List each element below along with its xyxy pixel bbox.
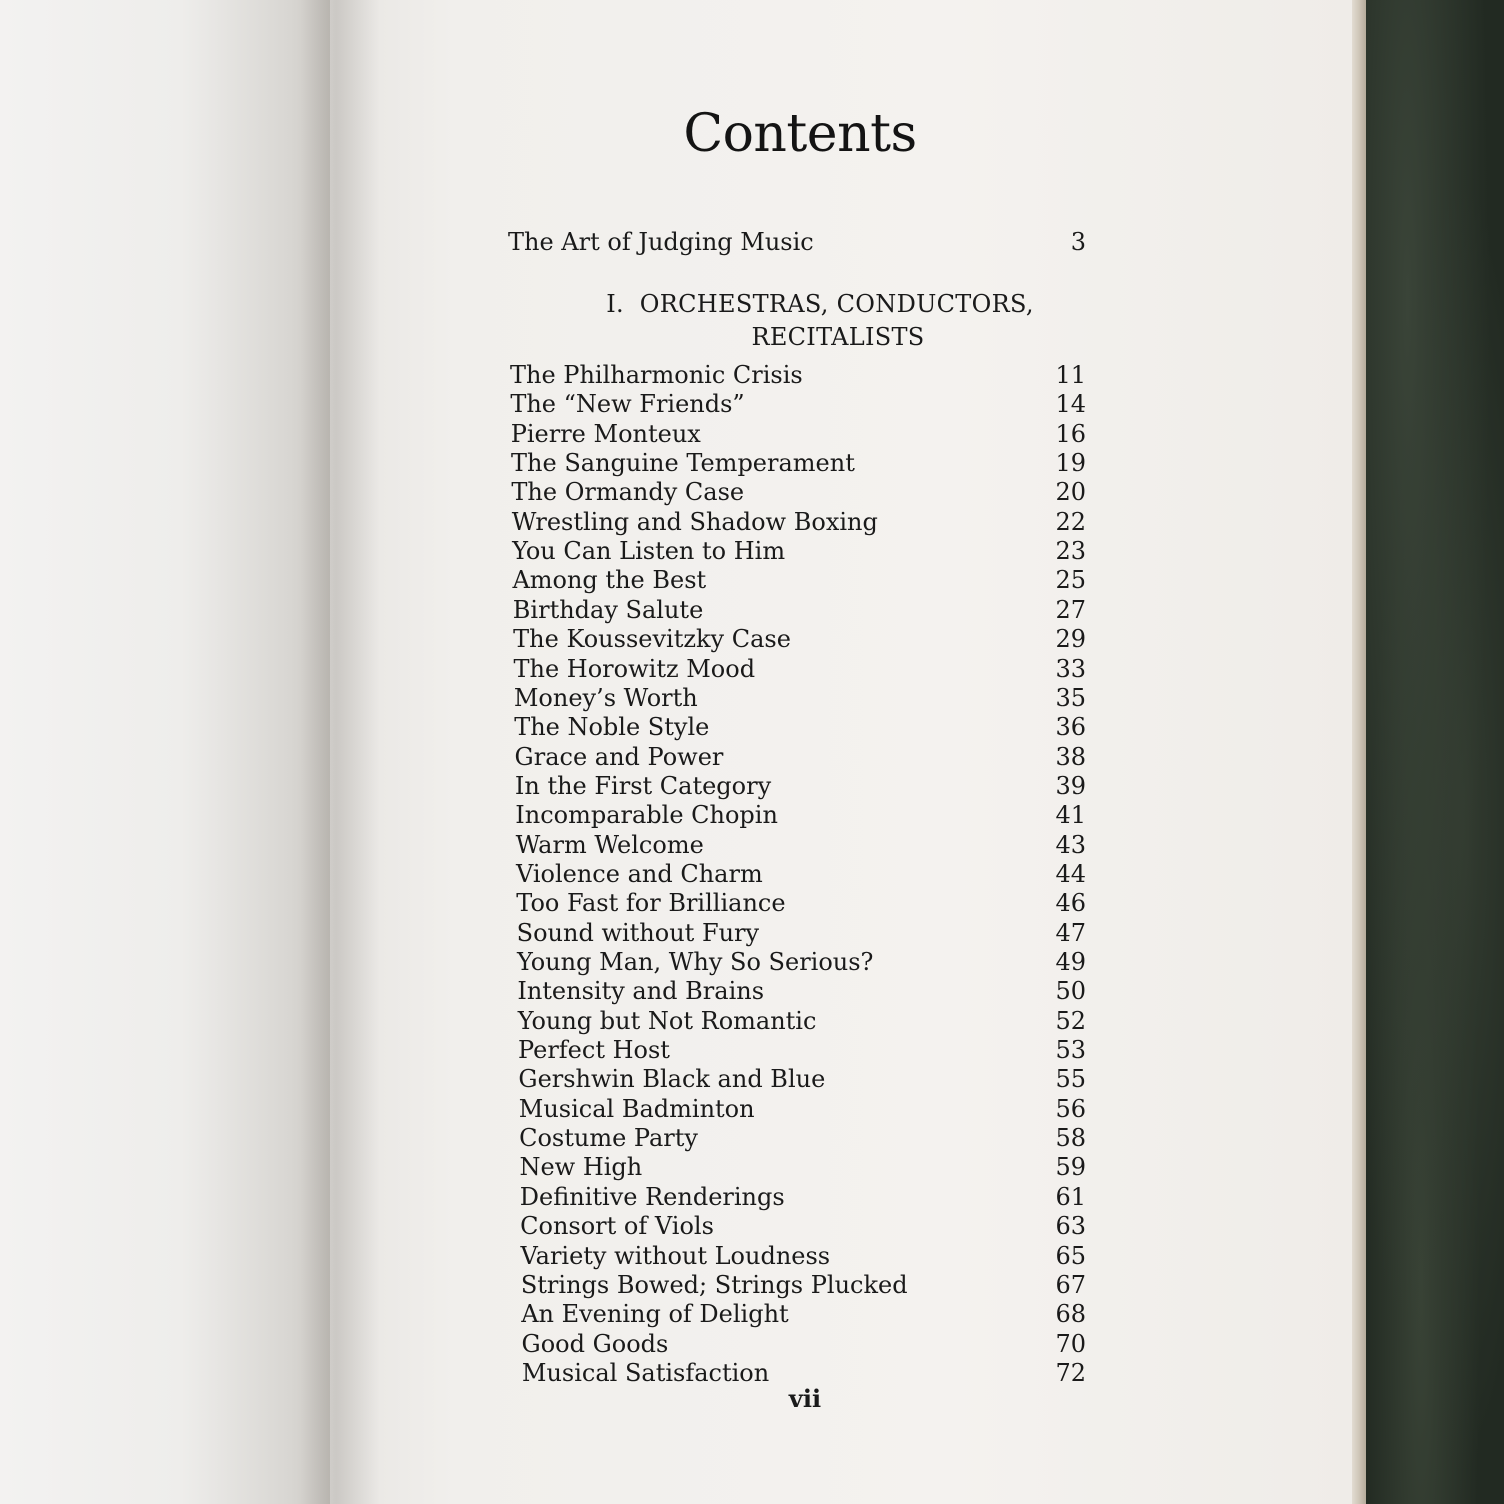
toc-entry: [512, 507, 1086, 537]
toc-entry-page: 55: [1055, 1065, 1086, 1094]
toc-entry: [517, 947, 1086, 977]
toc-entry: [521, 1241, 1087, 1271]
toc-entry-title: Warm Welcome: [515, 830, 704, 859]
toc-entry-page: 36: [1055, 713, 1086, 742]
toc-entry-title: Variety without Loudness: [520, 1241, 831, 1270]
toc-entry-page: 33: [1055, 654, 1086, 683]
section-heading-line1: I. ORCHESTRAS, CONDUCTORS,: [606, 290, 1034, 318]
toc-entry-title: The Philharmonic Crisis: [510, 361, 803, 389]
toc-entry: [511, 477, 1086, 507]
toc-entry-page: 56: [1055, 1094, 1086, 1123]
toc-entry-page: 41: [1055, 801, 1086, 830]
toc-entry-page: 58: [1055, 1124, 1086, 1153]
toc-entry-title: In the First Category: [514, 771, 772, 800]
toc-entry-title: Wrestling and Shadow Boxing: [511, 507, 878, 536]
toc-entry-title: The Sanguine Temperament: [511, 449, 855, 478]
toc-intro-entry: [508, 227, 1086, 257]
toc-entry-page: 38: [1055, 742, 1086, 771]
toc-entry-page: 11: [1055, 361, 1086, 389]
toc-entry: [516, 888, 1086, 918]
toc-entry-page: 61: [1055, 1182, 1086, 1211]
toc-entry-title: The Ormandy Case: [511, 478, 745, 507]
toc-entry-page: 25: [1055, 566, 1086, 595]
toc-entry-page: 50: [1055, 977, 1086, 1006]
toc-entry: [518, 1064, 1086, 1094]
toc-entry: [511, 448, 1086, 478]
toc-entry-page: 39: [1055, 771, 1086, 800]
toc-entry-page: 47: [1055, 918, 1086, 947]
toc-entry-title: Definitive Renderings: [519, 1182, 785, 1211]
toc-entry-page: 68: [1055, 1300, 1086, 1329]
toc-entry: [519, 1152, 1086, 1182]
toc-entry: [511, 419, 1086, 449]
toc-entry-title: Too Fast for Brilliance: [516, 889, 786, 918]
toc-entry: [514, 654, 1087, 684]
toc-entry-page: 14: [1055, 390, 1086, 419]
toc-entry: [516, 859, 1086, 889]
toc-entry-title: Young Man, Why So Serious?: [517, 948, 874, 976]
toc-entry-page: 46: [1055, 889, 1086, 918]
toc-entry: [517, 918, 1086, 948]
toc-entry-title: You Can Listen to Him: [512, 537, 786, 566]
toc-entry-page: 72: [1055, 1358, 1086, 1387]
toc-entry-page: 44: [1055, 859, 1086, 888]
toc-entry: [518, 1035, 1086, 1065]
toc-entry-title: The Koussevitzky Case: [513, 625, 791, 654]
toc-entry-title: Perfect Host: [518, 1036, 670, 1065]
toc-entry-title: Costume Party: [519, 1124, 698, 1153]
toc-entry: [510, 360, 1086, 390]
left-page: [0, 0, 330, 1504]
toc-entry-page: 16: [1055, 419, 1086, 448]
toc-entry-title: Violence and Charm: [515, 859, 763, 888]
toc-entry: [512, 536, 1086, 566]
toc-entry-page: 70: [1055, 1329, 1086, 1358]
toc-entry-page: 67: [1055, 1270, 1086, 1299]
toc-entry-page: 63: [1055, 1212, 1086, 1241]
toc-entry: [519, 1123, 1086, 1153]
toc-entry-page: 59: [1055, 1153, 1086, 1182]
toc-entry-title: The “New Friends”: [510, 390, 745, 419]
toc-entry: [514, 712, 1086, 742]
toc-entry: [510, 389, 1086, 419]
toc-entry-title: The Horowitz Mood: [513, 654, 756, 683]
toc-entry-page: 3: [1070, 228, 1086, 256]
toc-entry-title: The Noble Style: [514, 713, 710, 742]
toc-entry-title: Young but Not Romantic: [517, 1006, 817, 1035]
page-edge: [1352, 0, 1366, 1504]
toc-entry: [520, 1211, 1086, 1241]
toc-entry-title: Money’s Worth: [513, 683, 698, 712]
toc-entry-page: 19: [1055, 449, 1086, 478]
toc-entry-page: 43: [1055, 830, 1086, 859]
toc-entry: [515, 771, 1086, 801]
toc-entry-title: Intensity and Brains: [517, 977, 765, 1006]
toc-entry-page: 27: [1055, 595, 1086, 624]
toc-entry: [522, 1329, 1086, 1359]
toc-entry-page: 52: [1055, 1006, 1086, 1035]
toc-entry: [521, 1299, 1086, 1329]
toc-entry: [514, 683, 1086, 713]
toc-entry-page: 53: [1055, 1036, 1086, 1065]
toc-entry: [516, 830, 1086, 860]
page-folio: vii: [788, 1384, 822, 1413]
toc-entry-page: 23: [1055, 537, 1086, 566]
toc-entry-title: Grace and Power: [514, 742, 724, 771]
toc-entry: [515, 800, 1086, 830]
toc-entry: [520, 1182, 1086, 1212]
toc-entry: [513, 624, 1086, 654]
toc-entry-title: Good Goods: [521, 1329, 669, 1358]
toc-entry: [512, 565, 1086, 595]
toc-entry: [518, 1006, 1086, 1036]
toc-entry-page: 35: [1055, 683, 1086, 712]
section-heading: [560, 288, 1080, 354]
toc-entry: [519, 1094, 1086, 1124]
toc-entry-title: Gershwin Black and Blue: [518, 1065, 826, 1094]
toc-entry: [513, 595, 1086, 625]
toc-entry: [515, 742, 1086, 772]
toc-entry-title: An Evening of Delight: [521, 1300, 789, 1329]
toc-entry-page: 65: [1055, 1241, 1086, 1270]
toc-entry-page: 29: [1055, 625, 1086, 654]
toc-entry-title: Musical Satisfaction: [521, 1358, 770, 1387]
toc-entry-title: Musical Badminton: [518, 1094, 755, 1123]
toc-entry: [521, 1270, 1086, 1300]
section-heading-line2: RECITALISTS: [751, 323, 925, 351]
toc-entry-title: Sound without Fury: [516, 918, 760, 947]
toc-entry: [517, 976, 1086, 1006]
toc-entry-page: 22: [1055, 507, 1086, 536]
toc-entry-title: Incomparable Chopin: [515, 801, 778, 830]
background-cloth: [1366, 0, 1504, 1504]
book-gutter-shadow: [300, 0, 380, 1504]
toc-entry-title: Birthday Salute: [512, 595, 704, 624]
toc-entry-title: Pierre Monteux: [510, 419, 701, 448]
toc-entry-title: The Art of Judging Music: [508, 228, 814, 256]
toc-entry-title: Among the Best: [512, 566, 707, 595]
toc-entry-page: 49: [1055, 948, 1086, 976]
toc-entry-page: 20: [1055, 478, 1086, 507]
toc-entry-title: New High: [519, 1153, 643, 1182]
toc-entry-title: Consort of Viols: [520, 1212, 714, 1241]
toc-entry-title: Strings Bowed; Strings Plucked: [520, 1270, 908, 1299]
page-title: Contents: [683, 104, 917, 164]
